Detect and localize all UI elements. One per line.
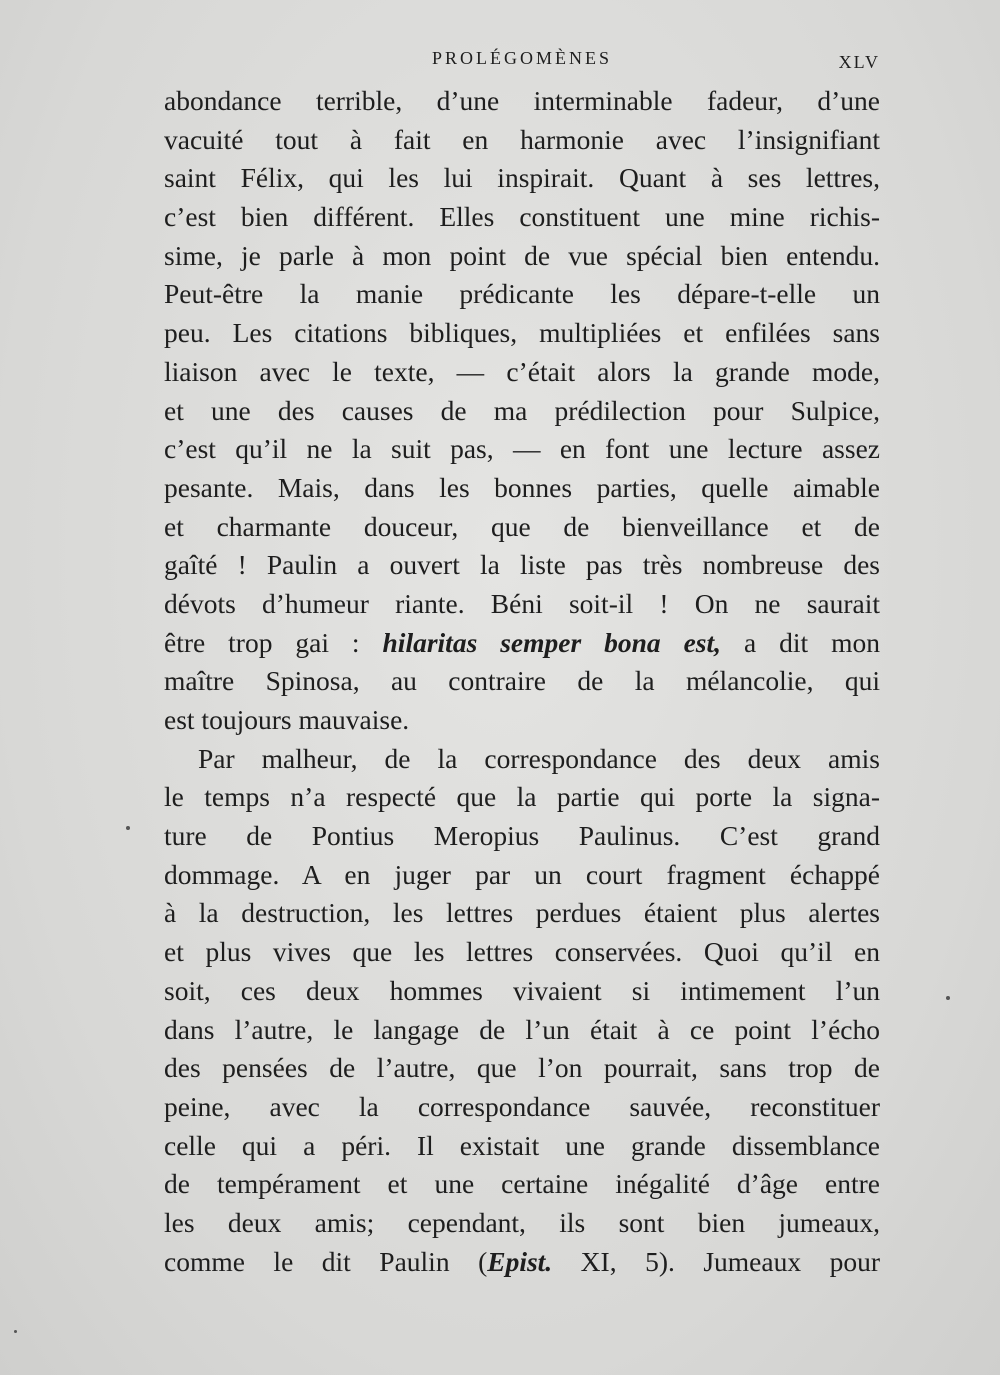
text-segment: c’est qu’il ne la suit pas, — en font une lecture assez	[164, 433, 880, 465]
text-line	[164, 701, 880, 740]
text-line	[164, 1088, 880, 1127]
page-number: XLV	[838, 52, 880, 72]
text-line	[164, 662, 880, 701]
text-line	[164, 1204, 880, 1243]
text-segment: des pensées de l’autre, que l’on pourrait, sans trop de	[164, 1052, 880, 1084]
text-line	[164, 353, 880, 392]
text-line	[164, 1243, 880, 1282]
text-line	[164, 314, 880, 353]
text-line	[164, 508, 880, 547]
text-segment: est toujours mauvaise.	[164, 704, 410, 735]
text-segment: dans l’autre, le langage de l’un était à ce point l’écho	[164, 1013, 880, 1045]
text-line	[164, 933, 880, 972]
print-speck	[946, 996, 950, 1000]
text-segment: être trop gai :	[164, 626, 383, 658]
text-segment: pesante. Mais, dans les bonnes parties, quelle aimable	[164, 471, 880, 503]
text-line	[164, 1127, 880, 1166]
text-line	[164, 198, 880, 237]
text-segment: de tempérament et une certaine inégalité d’âge entre	[164, 1168, 880, 1200]
text-segment: gaîté ! Paulin a ouvert la liste pas très nombreuse des	[164, 549, 880, 581]
text-segment: maître Spinosa, au contraire de la mélancolie, qui	[164, 665, 880, 697]
running-head	[164, 44, 880, 74]
text-segment: celle qui a péri. Il existait une grande dissemblance	[164, 1129, 880, 1161]
text-segment: Peut-être la manie prédicante les dépare-t-elle un	[164, 278, 880, 310]
text-line	[164, 546, 880, 585]
text-line	[164, 237, 880, 276]
text-line	[164, 121, 880, 160]
text-line	[164, 469, 880, 508]
text-segment: sime, je parle à mon point de vue spécial bien entendu.	[164, 239, 880, 271]
text-segment: abondance terrible, d’une interminable fadeur, d’une	[164, 85, 880, 116]
text-line	[164, 856, 880, 895]
text-segment: les deux amis; cependant, ils sont bien jumeaux,	[164, 1206, 880, 1238]
text-segment: peu. Les citations bibliques, multipliées et enfilées sans	[164, 317, 880, 349]
italic-phrase: Epist.	[487, 1245, 553, 1277]
text-segment: peine, avec la correspondance sauvée, reconstituer	[164, 1090, 880, 1122]
text-line	[164, 972, 880, 1011]
text-segment: dévots d’humeur riante. Béni soit-il ! On ne saurait	[164, 587, 880, 619]
text-segment: liaison avec le texte, — c’était alors la grande mode,	[164, 355, 880, 387]
text-line	[164, 624, 880, 663]
text-line	[164, 1049, 880, 1088]
running-title: PROLÉGOMÈNES	[431, 48, 612, 68]
text-segment: et une des causes de ma prédilection pour Sulpice,	[164, 394, 880, 426]
text-line	[164, 585, 880, 624]
print-speck	[14, 1330, 17, 1333]
text-segment: dommage. A en juger par un court fragment échappé	[164, 858, 880, 890]
italic-phrase: hilaritas semper bona est,	[382, 626, 722, 658]
text-line	[164, 1011, 880, 1050]
text-line	[164, 159, 880, 198]
text-line	[164, 1165, 880, 1204]
text-segment: a dit mon	[721, 626, 880, 658]
print-speck	[126, 826, 130, 830]
text-segment: c’est bien différent. Elles constituent une mine richis-	[164, 201, 880, 233]
text-line	[164, 430, 880, 469]
text-line	[164, 778, 880, 817]
text-segment: Par malheur, de la correspondance des deux amis	[198, 742, 880, 774]
text-segment: ture de Pontius Meropius Paulinus. C’est grand	[164, 820, 880, 852]
text-segment: vacuité tout à fait en harmonie avec l’insignifiant	[164, 123, 880, 155]
body-text	[164, 82, 880, 1281]
text-line	[164, 740, 880, 779]
text-segment: soit, ces deux hommes vivaient si intimement l’un	[164, 974, 880, 1006]
text-line	[164, 275, 880, 314]
text-line	[164, 817, 880, 856]
text-line	[164, 82, 880, 121]
text-line	[164, 392, 880, 431]
text-segment: le temps n’a respecté que la partie qui porte la signa-	[164, 781, 880, 813]
text-segment: saint Félix, qui les lui inspirait. Quant à ses lettres,	[164, 162, 880, 194]
text-segment: et charmante douceur, que de bienveillance et de	[164, 510, 880, 542]
text-segment: XI, 5). Jumeaux pour	[552, 1245, 880, 1277]
text-line	[164, 894, 880, 933]
text-segment: et plus vives que les lettres conservées. Quoi qu’il en	[164, 936, 880, 968]
text-segment: à la destruction, les lettres perdues étaient plus alertes	[164, 897, 880, 929]
text-segment: comme le dit Paulin (	[164, 1245, 488, 1277]
